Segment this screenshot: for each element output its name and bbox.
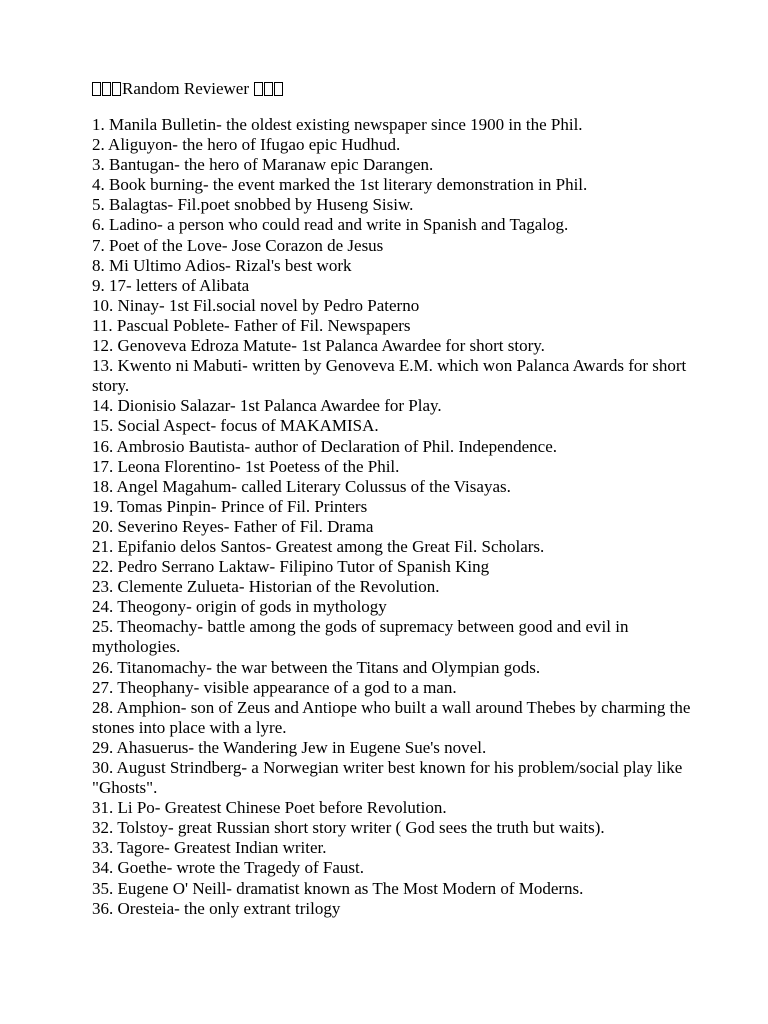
missing-glyph-icon (254, 82, 263, 96)
list-item: 20. Severino Reyes- Father of Fil. Drama (92, 516, 374, 536)
list-item: 25. Theomachy- battle among the gods of supremacy between good and evil in mythologies. (92, 617, 629, 657)
list-item: 9. 17- letters of Alibata (92, 275, 250, 295)
list-item: 15. Social Aspect- focus of MAKAMISA. (92, 416, 379, 436)
missing-glyph-icon (102, 82, 111, 96)
missing-glyph-icon (264, 82, 273, 96)
list-item: 22. Pedro Serrano Laktaw- Filipino Tutor of Spanish King (92, 557, 490, 577)
list-item: 8. Mi Ultimo Adios- Rizal's best work (92, 255, 352, 275)
missing-glyph-icon (274, 82, 283, 96)
list-item: 14. Dionisio Salazar- 1st Palanca Awardee for Play. (92, 396, 442, 416)
list-item: 23. Clemente Zulueta- Historian of the Revolution. (92, 577, 440, 597)
list-item: 18. Angel Magahum- called Literary Colussus of the Visayas. (92, 476, 511, 496)
list-item: 11. Pascual Poblete- Father of Fil. Newspapers (92, 315, 411, 335)
list-item: 26. Titanomachy- the war between the Titans and Olympian gods. (92, 657, 541, 677)
list-item: 21. Epifanio delos Santos- Greatest among the Great Fil. Scholars. (92, 536, 545, 556)
list-item: 5. Balagtas- Fil.poet snobbed by Huseng Sisiw. (92, 195, 414, 215)
list-item: 1. Manila Bulletin- the oldest existing newspaper since 1900 in the Phil. (92, 115, 583, 134)
missing-glyph-icon (112, 82, 121, 96)
list-item: 2. Aliguyon- the hero of Ifugao epic Hudhud. (92, 135, 401, 155)
list-item: 17. Leona Florentino- 1st Poetess of the Phil. (92, 456, 400, 476)
list-item: 35. Eugene O' Neill- dramatist known as The Most Modern of Moderns. (92, 878, 584, 898)
missing-glyph-boxes-right (254, 82, 283, 96)
list-item: 16. Ambrosio Bautista- author of Declaration of Phil. Independence. (92, 436, 558, 456)
list-item: 28. Amphion- son of Zeus and Antiope who built a wall around Thebes by charming the stones into place with a lyre. (92, 697, 691, 737)
list-item: 29. Ahasuerus- the Wandering Jew in Eugene Sue's novel. (92, 737, 487, 757)
list-item: 7. Poet of the Love- Jose Corazon de Jesus (92, 235, 384, 255)
document-title-line (92, 79, 283, 99)
list-item: 32. Tolstoy- great Russian short story writer ( God sees the truth but waits). (92, 818, 605, 838)
list-item: 33. Tagore- Greatest Indian writer. (92, 838, 327, 858)
list-item: 34. Goethe- wrote the Tragedy of Faust. (92, 858, 364, 878)
list-item: 19. Tomas Pinpin- Prince of Fil. Printers (92, 496, 368, 516)
list-item: 6. Ladino- a person who could read and write in Spanish and Tagalog. (92, 215, 569, 235)
list-item: 4. Book burning- the event marked the 1st literary demonstration in Phil. (92, 175, 588, 195)
list-item: 24. Theogony- origin of gods in mythology (92, 597, 387, 617)
list-item: 27. Theophany- visible appearance of a god to a man. (92, 677, 457, 697)
missing-glyph-boxes-left (92, 82, 121, 96)
list-item: 3. Bantugan- the hero of Maranaw epic Darangen. (92, 155, 434, 175)
missing-glyph-icon (92, 82, 101, 96)
list-item: 10. Ninay- 1st Fil.social novel by Pedro Paterno (92, 295, 420, 315)
document-title: Random Reviewer (122, 79, 249, 98)
list-item: 36. Oresteia- the only extrant trilogy (92, 898, 341, 918)
list-item: 13. Kwento ni Mabuti- written by Genoveva E.M. which won Palanca Awards for short story. (92, 356, 687, 396)
list-item: 12. Genoveva Edroza Matute- 1st Palanca Awardee for short story. (92, 336, 545, 356)
list-item: 30. August Strindberg- a Norwegian writer best known for his problem/social play like "Ghosts". (92, 758, 683, 798)
reviewer-list (92, 115, 692, 919)
list-item: 31. Li Po- Greatest Chinese Poet before Revolution. (92, 798, 447, 818)
